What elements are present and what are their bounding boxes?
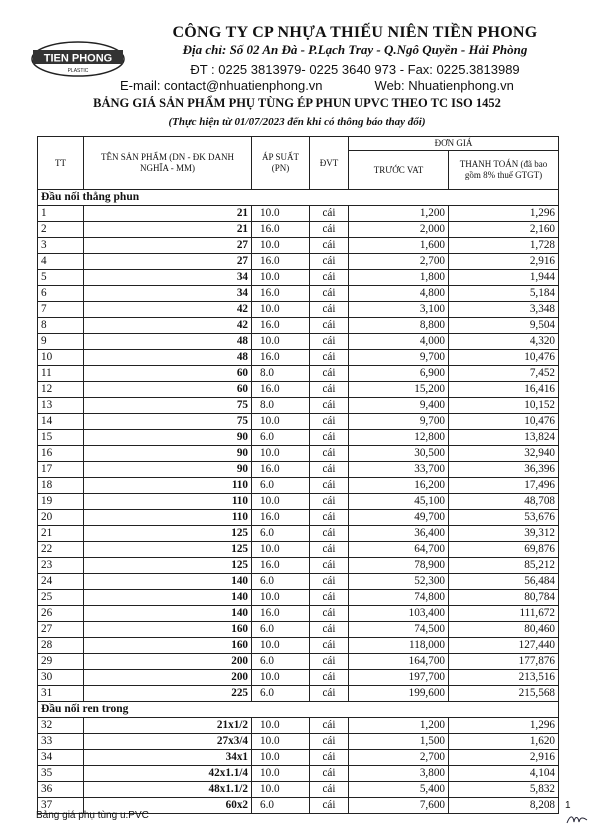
- price-before-vat: 197,700: [349, 670, 449, 686]
- price-payment: 127,440: [449, 638, 559, 654]
- web-text: Web: Nhuatienphong.vn: [374, 78, 514, 93]
- row-number: 16: [38, 446, 84, 462]
- price-before-vat: 2,700: [349, 750, 449, 766]
- header-name: TÊN SẢN PHẨM (DN - ĐK DANH NGHĨA - MM): [84, 137, 252, 190]
- initials-signature: [566, 812, 588, 826]
- row-number: 26: [38, 606, 84, 622]
- price-before-vat: 12,800: [349, 430, 449, 446]
- page-number: 1: [565, 800, 571, 811]
- price-payment: 39,312: [449, 526, 559, 542]
- price-payment: 215,568: [449, 686, 559, 702]
- row-number: 10: [38, 350, 84, 366]
- unit: cái: [310, 670, 349, 686]
- row-number: 37: [38, 798, 84, 814]
- product-size: 110: [84, 494, 252, 510]
- pressure: 10.0: [252, 334, 310, 350]
- unit: cái: [310, 734, 349, 750]
- table-row: [38, 686, 559, 702]
- price-payment: 2,160: [449, 222, 559, 238]
- table-row: [38, 222, 559, 238]
- table-row: [38, 366, 559, 382]
- product-size: 140: [84, 574, 252, 590]
- table-row: [38, 750, 559, 766]
- unit: cái: [310, 222, 349, 238]
- table-row: [38, 318, 559, 334]
- price-before-vat: 9,700: [349, 414, 449, 430]
- pressure: 6.0: [252, 686, 310, 702]
- price-before-vat: 9,400: [349, 398, 449, 414]
- product-size: 200: [84, 654, 252, 670]
- price-payment: 213,516: [449, 670, 559, 686]
- price-payment: 1,296: [449, 718, 559, 734]
- logo-text: TIEN PHONG: [43, 52, 113, 65]
- pressure: 10.0: [252, 750, 310, 766]
- product-size: 140: [84, 606, 252, 622]
- price-payment: 13,824: [449, 430, 559, 446]
- pressure: 10.0: [252, 590, 310, 606]
- table-row: [38, 350, 559, 366]
- table-row: [38, 590, 559, 606]
- pressure: 10.0: [252, 414, 310, 430]
- price-payment: 2,916: [449, 254, 559, 270]
- pressure: 10.0: [252, 494, 310, 510]
- row-number: 36: [38, 782, 84, 798]
- pressure: 10.0: [252, 270, 310, 286]
- price-payment: 80,460: [449, 622, 559, 638]
- unit: cái: [310, 654, 349, 670]
- table-row: [38, 334, 559, 350]
- product-size: 90: [84, 462, 252, 478]
- pressure: 8.0: [252, 398, 310, 414]
- unit: cái: [310, 558, 349, 574]
- row-number: 29: [38, 654, 84, 670]
- row-number: 24: [38, 574, 84, 590]
- table-row: [38, 526, 559, 542]
- header-price-group: ĐƠN GIÁ: [349, 137, 559, 151]
- unit: cái: [310, 302, 349, 318]
- document-subtitle: (Thực hiện từ 01/07/2023 đến khi có thông báo thay đổi): [168, 116, 426, 128]
- header-unit: ĐVT: [310, 137, 349, 190]
- table-row: [38, 478, 559, 494]
- price-payment: 1,728: [449, 238, 559, 254]
- table-row: [38, 398, 559, 414]
- row-number: 3: [38, 238, 84, 254]
- row-number: 19: [38, 494, 84, 510]
- price-before-vat: 1,600: [349, 238, 449, 254]
- price-before-vat: 78,900: [349, 558, 449, 574]
- price-before-vat: 1,800: [349, 270, 449, 286]
- row-number: 8: [38, 318, 84, 334]
- unit: cái: [310, 254, 349, 270]
- row-number: 7: [38, 302, 84, 318]
- row-number: 2: [38, 222, 84, 238]
- price-table: [37, 136, 559, 814]
- price-payment: 1,296: [449, 206, 559, 222]
- row-number: 6: [38, 286, 84, 302]
- row-number: 31: [38, 686, 84, 702]
- unit: cái: [310, 446, 349, 462]
- unit: cái: [310, 478, 349, 494]
- pressure: 16.0: [252, 382, 310, 398]
- company-address: Địa chỉ: Số 02 An Đà - P.Lạch Tray - Q.Ngô Quyền - Hải Phòng: [182, 42, 528, 57]
- product-size: 225: [84, 686, 252, 702]
- product-size: 42: [84, 302, 252, 318]
- price-payment: 7,452: [449, 366, 559, 382]
- table-row: [38, 254, 559, 270]
- price-before-vat: 36,400: [349, 526, 449, 542]
- row-number: 11: [38, 366, 84, 382]
- document-title: BẢNG GIÁ SẢN PHẨM PHỤ TÙNG ÉP PHUN UPVC THEO TC ISO 1452: [93, 96, 501, 110]
- product-size: 110: [84, 478, 252, 494]
- row-number: 33: [38, 734, 84, 750]
- pressure: 6.0: [252, 430, 310, 446]
- header-before-vat: TRƯỚC VAT: [349, 151, 449, 190]
- row-number: 27: [38, 622, 84, 638]
- price-before-vat: 49,700: [349, 510, 449, 526]
- unit: cái: [310, 414, 349, 430]
- price-payment: 56,484: [449, 574, 559, 590]
- price-before-vat: 5,400: [349, 782, 449, 798]
- pressure: 16.0: [252, 350, 310, 366]
- unit: cái: [310, 350, 349, 366]
- table-row: [38, 670, 559, 686]
- group-title: Đầu nối thẳng phun: [38, 190, 559, 206]
- price-before-vat: 4,000: [349, 334, 449, 350]
- price-payment: 111,672: [449, 606, 559, 622]
- pressure: 10.0: [252, 542, 310, 558]
- price-before-vat: 3,100: [349, 302, 449, 318]
- unit: cái: [310, 510, 349, 526]
- pressure: 6.0: [252, 622, 310, 638]
- product-size: 27: [84, 254, 252, 270]
- price-payment: 85,212: [449, 558, 559, 574]
- price-payment: 80,784: [449, 590, 559, 606]
- row-number: 5: [38, 270, 84, 286]
- unit: cái: [310, 270, 349, 286]
- row-number: 30: [38, 670, 84, 686]
- price-payment: 1,944: [449, 270, 559, 286]
- row-number: 35: [38, 766, 84, 782]
- unit: cái: [310, 638, 349, 654]
- table-body: [38, 190, 559, 814]
- product-size: 75: [84, 414, 252, 430]
- price-payment: 1,620: [449, 734, 559, 750]
- product-size: 34: [84, 286, 252, 302]
- header-tt: TT: [38, 137, 84, 190]
- pressure: 10.0: [252, 782, 310, 798]
- row-number: 12: [38, 382, 84, 398]
- table-row: [38, 462, 559, 478]
- product-size: 42: [84, 318, 252, 334]
- price-before-vat: 74,800: [349, 590, 449, 606]
- price-payment: 4,320: [449, 334, 559, 350]
- unit: cái: [310, 542, 349, 558]
- unit: cái: [310, 590, 349, 606]
- row-number: 14: [38, 414, 84, 430]
- unit: cái: [310, 782, 349, 798]
- unit: cái: [310, 430, 349, 446]
- pressure: 16.0: [252, 222, 310, 238]
- price-before-vat: 2,700: [349, 254, 449, 270]
- price-before-vat: 9,700: [349, 350, 449, 366]
- row-number: 9: [38, 334, 84, 350]
- price-payment: 17,496: [449, 478, 559, 494]
- product-size: 75: [84, 398, 252, 414]
- price-before-vat: 1,500: [349, 734, 449, 750]
- unit: cái: [310, 286, 349, 302]
- row-number: 22: [38, 542, 84, 558]
- pressure: 10.0: [252, 766, 310, 782]
- product-size: 48x1.1/2: [84, 782, 252, 798]
- pressure: 8.0: [252, 366, 310, 382]
- price-payment: 5,184: [449, 286, 559, 302]
- pressure: 10.0: [252, 638, 310, 654]
- company-logo: [30, 40, 126, 78]
- product-size: 48: [84, 350, 252, 366]
- unit: cái: [310, 526, 349, 542]
- unit: cái: [310, 398, 349, 414]
- price-before-vat: 74,500: [349, 622, 449, 638]
- price-payment: 16,416: [449, 382, 559, 398]
- price-before-vat: 64,700: [349, 542, 449, 558]
- product-size: 34x1: [84, 750, 252, 766]
- price-before-vat: 1,200: [349, 206, 449, 222]
- price-payment: 8,208: [449, 798, 559, 814]
- pressure: 6.0: [252, 478, 310, 494]
- price-payment: 9,504: [449, 318, 559, 334]
- pressure: 16.0: [252, 462, 310, 478]
- row-number: 32: [38, 718, 84, 734]
- product-size: 34: [84, 270, 252, 286]
- product-size: 160: [84, 638, 252, 654]
- product-size: 90: [84, 430, 252, 446]
- pressure: 6.0: [252, 654, 310, 670]
- product-size: 160: [84, 622, 252, 638]
- price-before-vat: 199,600: [349, 686, 449, 702]
- table-row: [38, 382, 559, 398]
- price-payment: 32,940: [449, 446, 559, 462]
- product-size: 60x2: [84, 798, 252, 814]
- unit: cái: [310, 366, 349, 382]
- company-name: CÔNG TY CP NHỰA THIẾU NIÊN TIỀN PHONG: [172, 24, 538, 41]
- table-row: [38, 238, 559, 254]
- product-size: 42x1.1/4: [84, 766, 252, 782]
- contact-line: [120, 78, 514, 93]
- unit: cái: [310, 206, 349, 222]
- row-number: 34: [38, 750, 84, 766]
- table-row: [38, 622, 559, 638]
- row-number: 18: [38, 478, 84, 494]
- price-payment: 5,832: [449, 782, 559, 798]
- product-size: 125: [84, 526, 252, 542]
- price-before-vat: 7,600: [349, 798, 449, 814]
- product-size: 125: [84, 542, 252, 558]
- price-payment: 10,152: [449, 398, 559, 414]
- table-row: [38, 302, 559, 318]
- price-before-vat: 8,800: [349, 318, 449, 334]
- product-size: 21: [84, 206, 252, 222]
- price-before-vat: 2,000: [349, 222, 449, 238]
- table-row: [38, 270, 559, 286]
- product-size: 27: [84, 238, 252, 254]
- table-row: [38, 286, 559, 302]
- pressure: 10.0: [252, 446, 310, 462]
- logo-subtext: PLASTIC: [67, 68, 89, 74]
- price-before-vat: 3,800: [349, 766, 449, 782]
- price-before-vat: 30,500: [349, 446, 449, 462]
- pressure: 16.0: [252, 286, 310, 302]
- table-row: [38, 766, 559, 782]
- header-pressure: ÁP SUẤT (PN): [252, 137, 310, 190]
- price-before-vat: 1,200: [349, 718, 449, 734]
- pressure: 10.0: [252, 718, 310, 734]
- price-payment: 53,676: [449, 510, 559, 526]
- pressure: 16.0: [252, 606, 310, 622]
- table-row: [38, 510, 559, 526]
- table-row: [38, 654, 559, 670]
- price-before-vat: 33,700: [349, 462, 449, 478]
- price-before-vat: 45,100: [349, 494, 449, 510]
- unit: cái: [310, 382, 349, 398]
- row-number: 15: [38, 430, 84, 446]
- table-row: [38, 430, 559, 446]
- product-size: 60: [84, 382, 252, 398]
- price-payment: 48,708: [449, 494, 559, 510]
- row-number: 17: [38, 462, 84, 478]
- unit: cái: [310, 798, 349, 814]
- product-size: 60: [84, 366, 252, 382]
- group-header-row: [38, 190, 559, 206]
- table-row: [38, 782, 559, 798]
- pressure: 10.0: [252, 238, 310, 254]
- price-before-vat: 52,300: [349, 574, 449, 590]
- price-payment: 36,396: [449, 462, 559, 478]
- unit: cái: [310, 766, 349, 782]
- row-number: 21: [38, 526, 84, 542]
- row-number: 25: [38, 590, 84, 606]
- table-row: [38, 558, 559, 574]
- price-payment: 10,476: [449, 414, 559, 430]
- pressure: 16.0: [252, 254, 310, 270]
- price-before-vat: 15,200: [349, 382, 449, 398]
- price-payment: 10,476: [449, 350, 559, 366]
- table-row: [38, 446, 559, 462]
- table-row: [38, 542, 559, 558]
- pressure: 16.0: [252, 318, 310, 334]
- unit: cái: [310, 622, 349, 638]
- footer-text: Bảng giá phụ tùng u.PVC: [36, 810, 149, 821]
- pressure: 10.0: [252, 206, 310, 222]
- row-number: 1: [38, 206, 84, 222]
- price-before-vat: 118,000: [349, 638, 449, 654]
- group-title: Đầu nối ren trong: [38, 702, 559, 718]
- company-phone: ĐT : 0225 3813979- 0225 3640 973 - Fax: 0225.3813989: [190, 62, 520, 77]
- unit: cái: [310, 462, 349, 478]
- product-size: 140: [84, 590, 252, 606]
- unit: cái: [310, 718, 349, 734]
- pressure: 10.0: [252, 302, 310, 318]
- price-before-vat: 4,800: [349, 286, 449, 302]
- pressure: 6.0: [252, 798, 310, 814]
- pressure: 6.0: [252, 574, 310, 590]
- unit: cái: [310, 750, 349, 766]
- product-size: 110: [84, 510, 252, 526]
- price-before-vat: 164,700: [349, 654, 449, 670]
- pressure: 16.0: [252, 558, 310, 574]
- table-row: [38, 414, 559, 430]
- product-size: 21: [84, 222, 252, 238]
- pressure: 16.0: [252, 510, 310, 526]
- product-size: 125: [84, 558, 252, 574]
- pressure: 10.0: [252, 734, 310, 750]
- row-number: 4: [38, 254, 84, 270]
- price-before-vat: 6,900: [349, 366, 449, 382]
- unit: cái: [310, 574, 349, 590]
- row-number: 13: [38, 398, 84, 414]
- row-number: 28: [38, 638, 84, 654]
- pressure: 10.0: [252, 670, 310, 686]
- unit: cái: [310, 334, 349, 350]
- row-number: 23: [38, 558, 84, 574]
- unit: cái: [310, 318, 349, 334]
- price-payment: 4,104: [449, 766, 559, 782]
- unit: cái: [310, 606, 349, 622]
- table-row: [38, 494, 559, 510]
- table-row: [38, 638, 559, 654]
- pressure: 6.0: [252, 526, 310, 542]
- price-before-vat: 103,400: [349, 606, 449, 622]
- product-size: 90: [84, 446, 252, 462]
- price-payment: 2,916: [449, 750, 559, 766]
- product-size: 21x1/2: [84, 718, 252, 734]
- price-payment: 69,876: [449, 542, 559, 558]
- price-payment: 3,348: [449, 302, 559, 318]
- table-row: [38, 606, 559, 622]
- email-text: E-mail: contact@nhuatienphong.vn: [120, 78, 323, 93]
- row-number: 20: [38, 510, 84, 526]
- table-row: [38, 574, 559, 590]
- product-size: 48: [84, 334, 252, 350]
- table-row: [38, 206, 559, 222]
- unit: cái: [310, 494, 349, 510]
- table-row: [38, 718, 559, 734]
- product-size: 200: [84, 670, 252, 686]
- table-row: [38, 734, 559, 750]
- unit: cái: [310, 686, 349, 702]
- product-size: 27x3/4: [84, 734, 252, 750]
- price-payment: 177,876: [449, 654, 559, 670]
- unit: cái: [310, 238, 349, 254]
- price-before-vat: 16,200: [349, 478, 449, 494]
- header-payment: THANH TOÁN (đã bao gồm 8% thuế GTGT): [449, 151, 559, 190]
- group-header-row: [38, 702, 559, 718]
